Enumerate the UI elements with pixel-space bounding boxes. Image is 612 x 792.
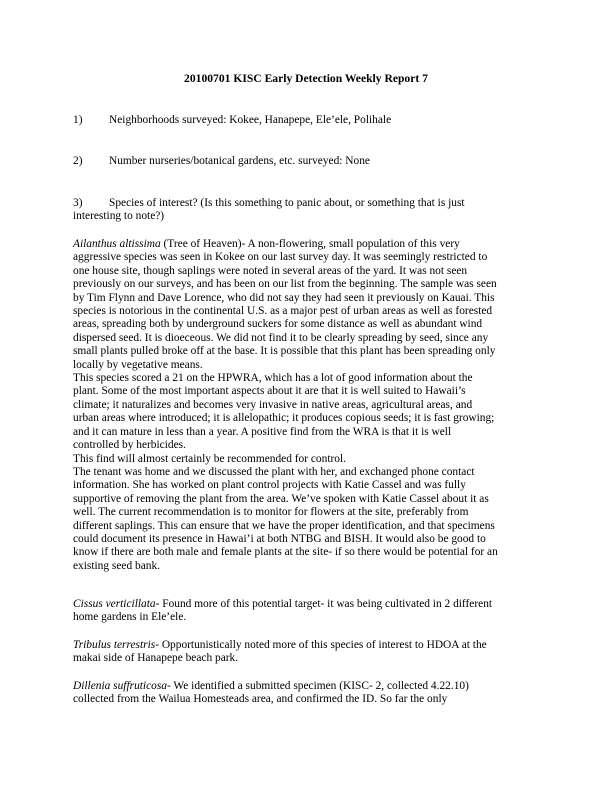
paragraph-line: previously on our surveys, and has been on our list from the beginning. The sample was seen <box>73 278 497 291</box>
list-text: Number nurseries/botanical gardens, etc. surveyed: None <box>109 155 370 167</box>
list-text: Neighborhoods surveyed: Kokee, Hanapepe, Ele’ele, Polihale <box>109 114 392 126</box>
paragraph-line: This find will almost certainly be recommended for control. <box>73 452 346 465</box>
paragraph-line: Ailanthus altissima (Tree of Heaven)- A non-flowering, small population of this very <box>73 238 460 250</box>
species-name: Cissus verticillata <box>73 598 156 610</box>
paragraph-line: Cissus verticillata- Found more of this potential target- it was being cultivated in 2 different <box>73 598 493 610</box>
paragraph-line: makai side of Hanapepe beach park. <box>73 652 239 665</box>
species-name: Tribulus terrestris <box>73 639 156 651</box>
species-name: Ailanthus altissima <box>73 238 161 250</box>
paragraph-line: existing seed bank. <box>73 559 160 572</box>
list-number: 2) <box>73 155 83 167</box>
species-name: Dillenia suffruticosa <box>73 680 167 692</box>
paragraph-line: one house site, though saplings were noted in several areas of the yard. It was not seen <box>73 264 468 277</box>
paragraph-line: know if there are both male and female plants at the site- if so there would be potential for an <box>73 546 498 559</box>
paragraph-line: different saplings. This can ensure that we have the proper identification, and that specimens <box>73 519 495 532</box>
paragraph-line: could document its presence in Hawai’i at both NTBG and BISH. It would also be good to <box>73 532 486 545</box>
list-number: 3) <box>73 197 83 209</box>
paragraph-line: species is notorious in the continental U.S. as a major pest of urban areas as well as forested <box>73 305 493 318</box>
paragraph-line: information. She has worked on plant control projects with Katie Cassel and was fully <box>73 479 466 492</box>
paragraph-line: and it can mature in less than a year. A positive find from the WRA is that it is well <box>73 425 452 438</box>
paragraph-line: home gardens in Ele’ele. <box>73 611 187 624</box>
paragraph-line: controlled by herbicides. <box>73 439 186 452</box>
paragraph-line: climate; it naturalizes and becomes very invasive in native areas, agricultural areas, and <box>73 398 473 411</box>
cissus-section <box>73 598 543 625</box>
list-text: Species of interest? (Is this something to panic about, or something that is just <box>109 197 465 209</box>
paragraph-line: dispersed seed. It is dioeceous. We did not find it to be clearly spreading by seed, since any <box>73 331 489 344</box>
paragraph-line: This species scored a 21 on the HPWRA, which has a lot of good information about the <box>73 372 473 385</box>
tribulus-section <box>73 639 543 666</box>
list-number: 1) <box>73 114 83 126</box>
report-title: 20100701 KISC Early Detection Weekly Report 7 <box>184 72 428 85</box>
paragraph-line: supportive of removing the plant from the area. We’ve spoken with Katie Cassel about it as <box>73 492 489 505</box>
paragraph-line: well. The current recommendation is to monitor for flowers at the site, preferably from <box>73 506 469 519</box>
paragraph-line: small plants pulled broke off at the base. It is possible that this plant has been spreading only <box>73 345 496 358</box>
paragraph-line: aggressive species was seen in Kokee on our last survey day. It was seemingly restricted to <box>73 251 488 264</box>
paragraph-line: urban areas where introduced; it is allelopathic; it produces copious seeds; it is fast growing; <box>73 412 495 425</box>
ailanthus-section <box>73 238 543 573</box>
paragraph-line: Tribulus terrestris- Opportunistically noted more of this species of interest to HDOA at the <box>73 639 487 651</box>
paragraph-line: locally by vegetative means. <box>73 358 203 371</box>
dillenia-section <box>73 680 543 707</box>
paragraph-line: The tenant was home and we discussed the plant with her, and exchanged phone contact <box>73 465 475 478</box>
paragraph-line: areas, spreading both by underground suckers for some distance as well as abundant wind <box>73 318 483 331</box>
paragraph-line: by Tim Flynn and Dave Lorence, who did not say they had seen it previously on Kauai. This <box>73 291 495 304</box>
paragraph-line: plant. Some of the most important aspects about it are that it is well suited to Hawaii’s <box>73 385 466 398</box>
paragraph-line: collected from the Wailua Homesteads area, and confirmed the ID. So far the only <box>73 693 448 706</box>
paragraph-line: Dillenia suffruticosa- We identified a submitted specimen (KISC- 2, collected 4.22.10) <box>73 680 469 692</box>
list-text-continued: interesting to note?) <box>73 210 165 222</box>
